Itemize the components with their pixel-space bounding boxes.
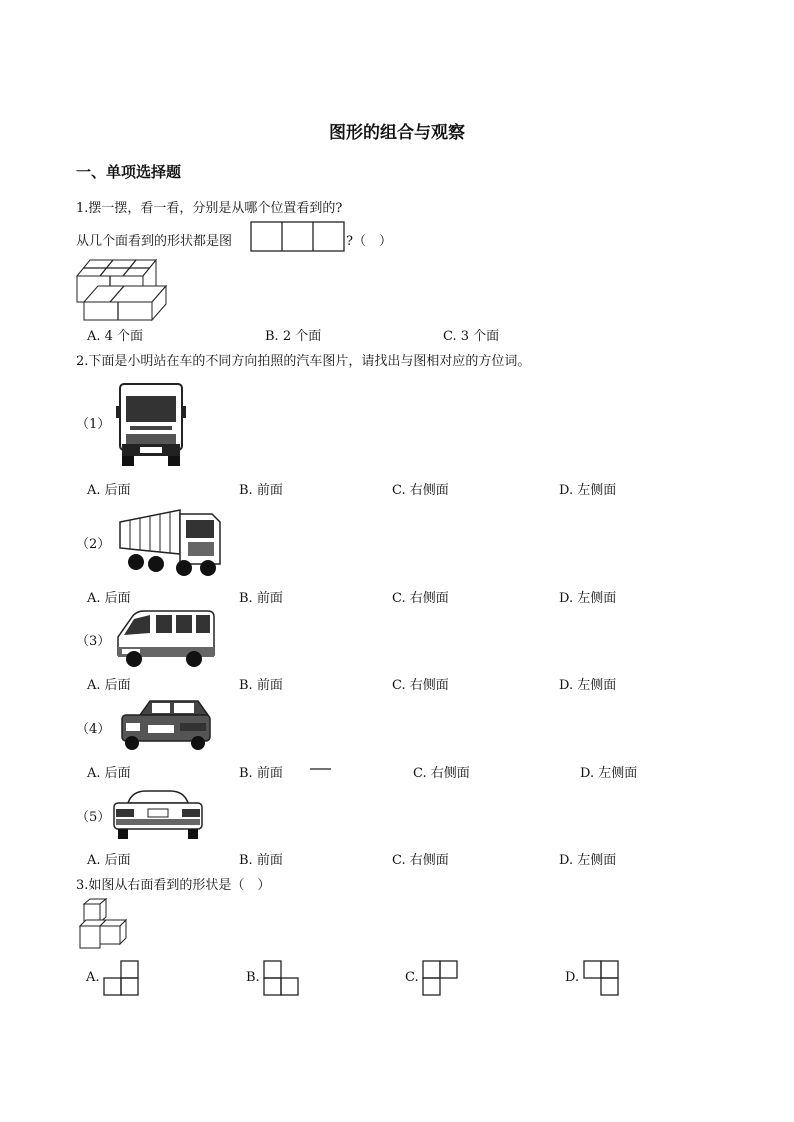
q3-cube-figure: [78, 898, 132, 952]
q1-option-c[interactable]: C. 3 个面: [443, 329, 500, 344]
van-icon: [114, 609, 218, 671]
q2-sub5-option-d[interactable]: D. 左侧面: [559, 853, 617, 868]
q2-sub3-option-b[interactable]: B. 前面: [239, 678, 283, 693]
q1-option-b[interactable]: B. 2 个面: [265, 329, 322, 344]
q2-sub5-option-b[interactable]: B. 前面: [239, 853, 283, 868]
q1-three-squares-figure: [250, 221, 346, 253]
q2-sub5-option-c[interactable]: C. 右侧面: [392, 853, 449, 868]
q2-sub5-label: （5）: [76, 810, 111, 825]
q2-sub2-option-d[interactable]: D. 左侧面: [559, 591, 617, 606]
q1-line2-prefix: 从几个面看到的形状都是图: [76, 234, 233, 249]
q2-sub4-option-b[interactable]: B. 前面: [239, 766, 283, 781]
q2-sub2-option-b[interactable]: B. 前面: [239, 591, 283, 606]
truck-side-icon: [116, 508, 224, 578]
q2-sub3-option-d[interactable]: D. 左侧面: [559, 678, 617, 693]
page-title: 图形的组合与观察: [329, 123, 465, 143]
q1-option-a[interactable]: A. 4 个面: [87, 329, 144, 344]
q2-sub2-label: （2）: [76, 537, 111, 552]
q3-option-a-shape[interactable]: [103, 960, 139, 996]
q2-sub4-option-c[interactable]: C. 右侧面: [413, 766, 470, 781]
q3-option-d[interactable]: D.: [565, 970, 580, 985]
q2-sub4-label: （4）: [76, 722, 111, 737]
q2-sub1-option-c[interactable]: C. 右侧面: [392, 483, 449, 498]
q2-sub3-option-c[interactable]: C. 右侧面: [392, 678, 449, 693]
q3-option-c-shape[interactable]: [422, 960, 458, 996]
q2-sub1-option-d[interactable]: D. 左侧面: [559, 483, 617, 498]
q2-sub1-option-b[interactable]: B. 前面: [239, 483, 283, 498]
q1-cube-stack-figure: [76, 258, 168, 322]
q3-option-c[interactable]: C.: [405, 970, 419, 985]
q3-option-a[interactable]: A.: [86, 970, 100, 985]
q2-sub1-option-a[interactable]: A. 后面: [87, 483, 131, 498]
q3-stem: 3.如图从右面看到的形状是（ ）: [76, 878, 271, 893]
truck-front-icon: [116, 382, 188, 468]
q2-sub4-option-d[interactable]: D. 左侧面: [580, 766, 638, 781]
q2-sub3-option-a[interactable]: A. 后面: [87, 678, 131, 693]
decorative-dash: [310, 767, 332, 771]
q2-sub1-label: （1）: [76, 417, 111, 432]
q2-sub5-option-a[interactable]: A. 后面: [87, 853, 131, 868]
q2-sub4-option-a[interactable]: A. 后面: [87, 766, 131, 781]
q1-stem: 1.摆一摆，看一看，分别是从哪个位置看到的?: [76, 201, 343, 216]
car-front-icon: [118, 697, 214, 755]
q1-line2-suffix: ?（ ）: [346, 234, 392, 249]
q2-sub2-option-a[interactable]: A. 后面: [87, 591, 131, 606]
section-heading: 一、单项选择题: [76, 163, 182, 181]
q2-stem: 2.下面是小明站在车的不同方向拍照的汽车图片，请找出与图相对应的方位词。: [76, 354, 531, 369]
q3-option-b[interactable]: B.: [246, 970, 260, 985]
q3-option-b-shape[interactable]: [263, 960, 299, 996]
q2-sub2-option-c[interactable]: C. 右侧面: [392, 591, 449, 606]
q2-sub3-label: （3）: [76, 634, 111, 649]
q3-option-d-shape[interactable]: [583, 960, 619, 996]
car-rear-icon: [112, 789, 204, 841]
